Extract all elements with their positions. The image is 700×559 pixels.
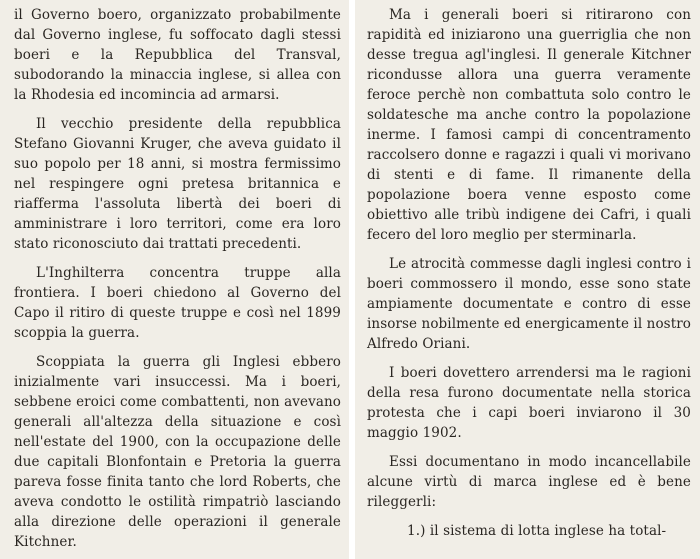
paragraph: Il vecchio presidente della repubblica Stefano Giovanni Kruger, che aveva guidato il suo popolo per 18 anni, si mostra fermissimo nel respingere ogni pretesa britannica e riafferma l'assoluta libertà dei boeri di amministrare i loro territori, come era loro stato riconosciuto dai trattati precedenti. (14, 116, 341, 252)
list-item: 1.) il sistema di lotta inglese ha total- (407, 523, 667, 539)
paragraph: L'Inghilterra concentra truppe alla frontiera. I boeri chiedono al Governo del Capo il ritiro di queste truppe e così nel 1899 scoppia la guerra. (14, 265, 341, 341)
paragraph: I boeri dovettero arrendersi ma le ragioni della resa furono documentate nella storica protesta che i capi boeri inviarono il 30 maggio 1902. (367, 365, 691, 441)
left-page (0, 0, 349, 559)
paragraph: Le atrocità commesse dagli inglesi contro i boeri commossero il mondo, esse sono state ampiamente documentate e contro di esse insorse nobilmente ed energicamente il nostro Alfredo Oriani. (367, 256, 692, 352)
paragraph: Essi documentano in modo incancellabile alcune virtù di marca inglese ed è bene rileggerli: (367, 454, 691, 510)
right-page (355, 0, 700, 559)
paragraph: Ma i generali boeri si ritirarono con rapidità ed iniziarono una guerriglia che non desse tregua agl'inglesi. Il generale Kitchner ricondusse allora una guerra veramente feroce perchè non combattuta solo contro le soldatesche ma anche contro la popolazione inerme. I famosi campi di concentramento raccolsero donne e ragazzi i quali vi morivano di stenti e di fame. Il rimanente della popolazione boera venne esposto come obiettivo alle tribù indigene dei Cafri, i quali fecero del loro meglio per sterminarla. (367, 7, 691, 243)
paragraph: il Governo boero, organizzato probabilmente dal Governo inglese, fu soffocato dagli stessi boeri e la Repubblica del Transval, subodorando la minaccia inglese, si allea con la Rhodesia ed incomincia ad armarsi. (14, 7, 341, 103)
paragraph: Scoppiata la guerra gli Inglesi ebbero inizialmente vari insuccessi. Ma i boeri, sebbene eroici come combattenti, non avevano generali all'altezza della situazione e così nell'estate del 1900, con la occupazione delle due capitali Blonfontain e Pretoria la guerra pareva fosse finita tanto che lord Roberts, che aveva condotto le ostilità rimpatriò lasciando alla direzione delle operazioni il generale Kitchner. (14, 354, 341, 550)
